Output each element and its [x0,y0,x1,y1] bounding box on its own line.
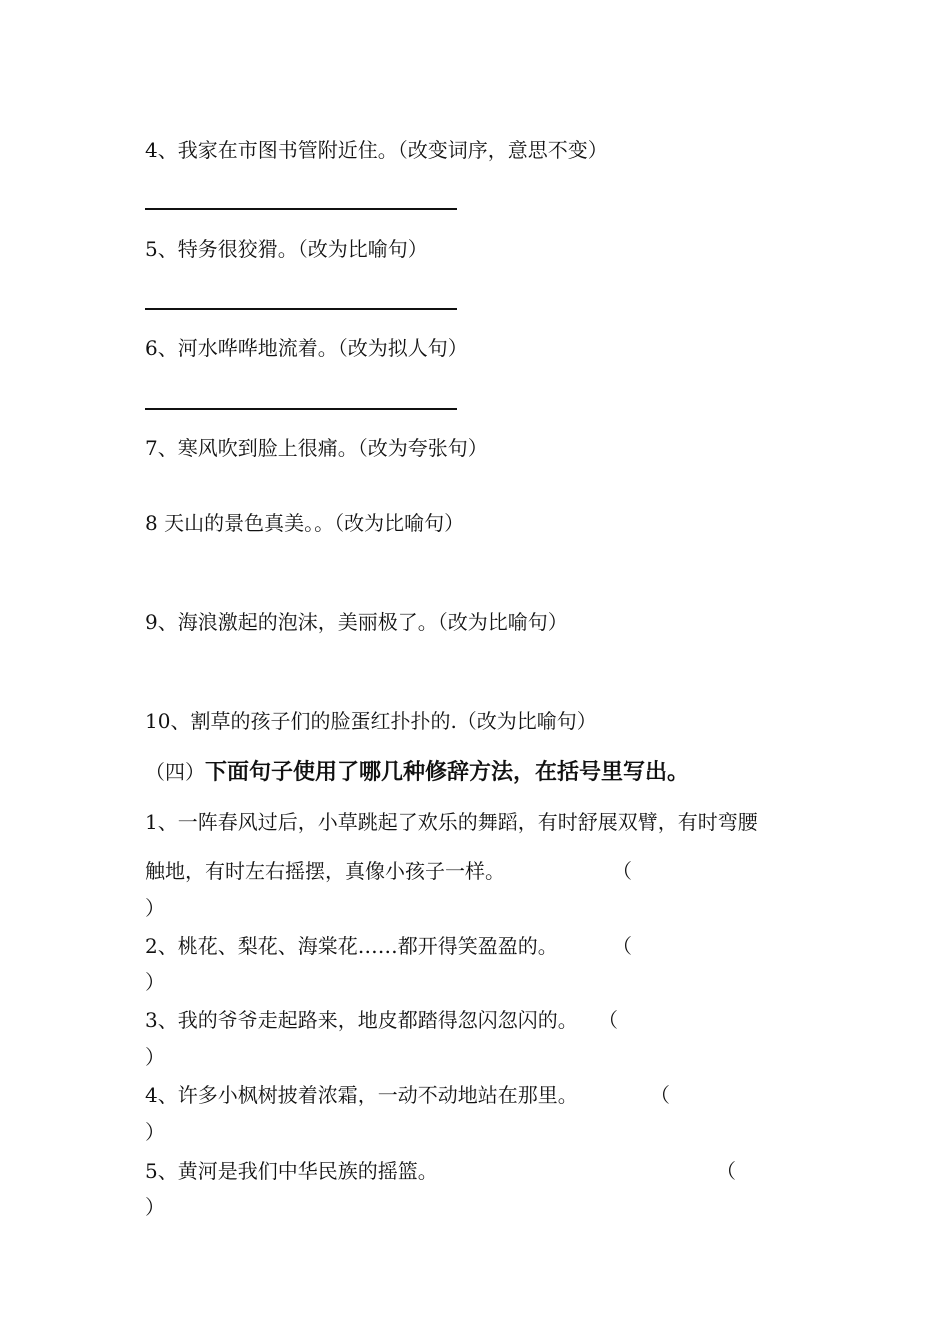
section-4-number: （四） [145,760,205,784]
rewrite-item-6: 6、河水哗哗地流着。（改为拟人句） [145,336,468,360]
question-3: 3、我的爷爷走起路来，地皮都踏得忽闪忽闪的。 [145,1008,578,1032]
question-4-open-paren: （ [650,1083,670,1107]
section-4-heading [145,757,689,788]
question-5-close-paren: ） [145,1195,165,1219]
question-5: 5、黄河是我们中华民族的摇篮。 [145,1159,438,1183]
answer-line-5 [145,308,457,310]
question-1-open-paren: （ [612,859,632,883]
rewrite-item-4: 4、我家在市图书管附近住。（改变词序，意思不变） [145,138,608,162]
rewrite-item-8: 8 天山的景色真美。。（改为比喻句） [145,511,465,535]
rewrite-item-5: 5、特务很狡猾。（改为比喻句） [145,237,428,261]
question-3-close-paren: ） [145,1045,165,1069]
question-1-line-1: 1、一阵春风过后，小草跳起了欢乐的舞蹈，有时舒展双臂，有时弯腰 [145,810,758,834]
question-3-open-paren: （ [598,1008,618,1032]
question-2: 2、桃花、梨花、海棠花……都开得笑盈盈的。 [145,934,558,958]
answer-line-4 [145,208,457,210]
question-2-close-paren: ） [145,970,165,994]
question-4: 4、许多小枫树披着浓霜，一动不动地站在那里。 [145,1083,578,1107]
question-4-close-paren: ） [145,1120,165,1144]
question-2-open-paren: （ [612,934,632,958]
rewrite-item-9: 9、海浪激起的泡沫，美丽极了。（改为比喻句） [145,610,568,634]
question-1-close-paren: ） [145,896,165,920]
section-4-title: 下面句子使用了哪几种修辞方法，在括号里写出。 [205,759,690,785]
question-5-open-paren: （ [716,1159,736,1183]
answer-line-6 [145,408,457,410]
rewrite-item-7: 7、寒风吹到脸上很痛。（改为夸张句） [145,436,488,460]
rewrite-item-10: 10、割草的孩子们的脸蛋红扑扑的.（改为比喻句） [145,709,597,733]
question-1-line-2: 触地，有时左右摇摆，真像小孩子一样。 [145,859,505,883]
